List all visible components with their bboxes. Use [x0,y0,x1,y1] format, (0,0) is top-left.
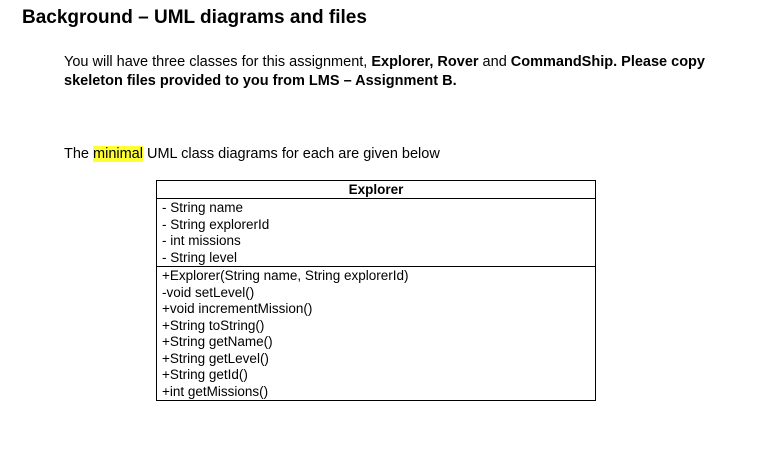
uml-method: +String getId() [162,367,248,382]
uml-method: +int getMissions() [162,383,269,399]
section-heading: Background – UML diagrams and files [22,7,367,28]
uml-method: +Explorer(String name, String explorerId) [162,268,409,283]
highlighted-word: minimal [93,146,143,162]
uml-methods [157,266,595,400]
intro-text-2: and [478,54,511,70]
uml-attribute: - String level [162,249,238,265]
uml-attribute: - int missions [162,233,241,248]
lead-before: The [64,146,94,162]
intro-class-commandship: CommandShip. Please copy skeleton files provided to you from LMS – Assignment B. [64,54,705,89]
lead-after: UML class diagrams for each are given below [142,146,440,162]
uml-method: +void incrementMission() [162,301,313,316]
uml-attribute: - String name [162,200,244,215]
uml-attribute: - String explorerId [162,216,270,232]
uml-class-diagram [156,180,596,401]
uml-class-name: Explorer [157,181,595,199]
intro-classes: Explorer, Rover [371,54,479,70]
uml-method: +String toString() [162,317,265,333]
uml-method: -void setLevel() [162,284,255,300]
intro-paragraph [64,53,754,91]
uml-method: +String getLevel() [162,350,269,366]
diagram-lead-text [64,146,440,162]
uml-method: +String getName() [162,334,273,349]
intro-text-1: You will have three classes for this assignment, [64,54,372,70]
uml-attributes [157,199,595,266]
